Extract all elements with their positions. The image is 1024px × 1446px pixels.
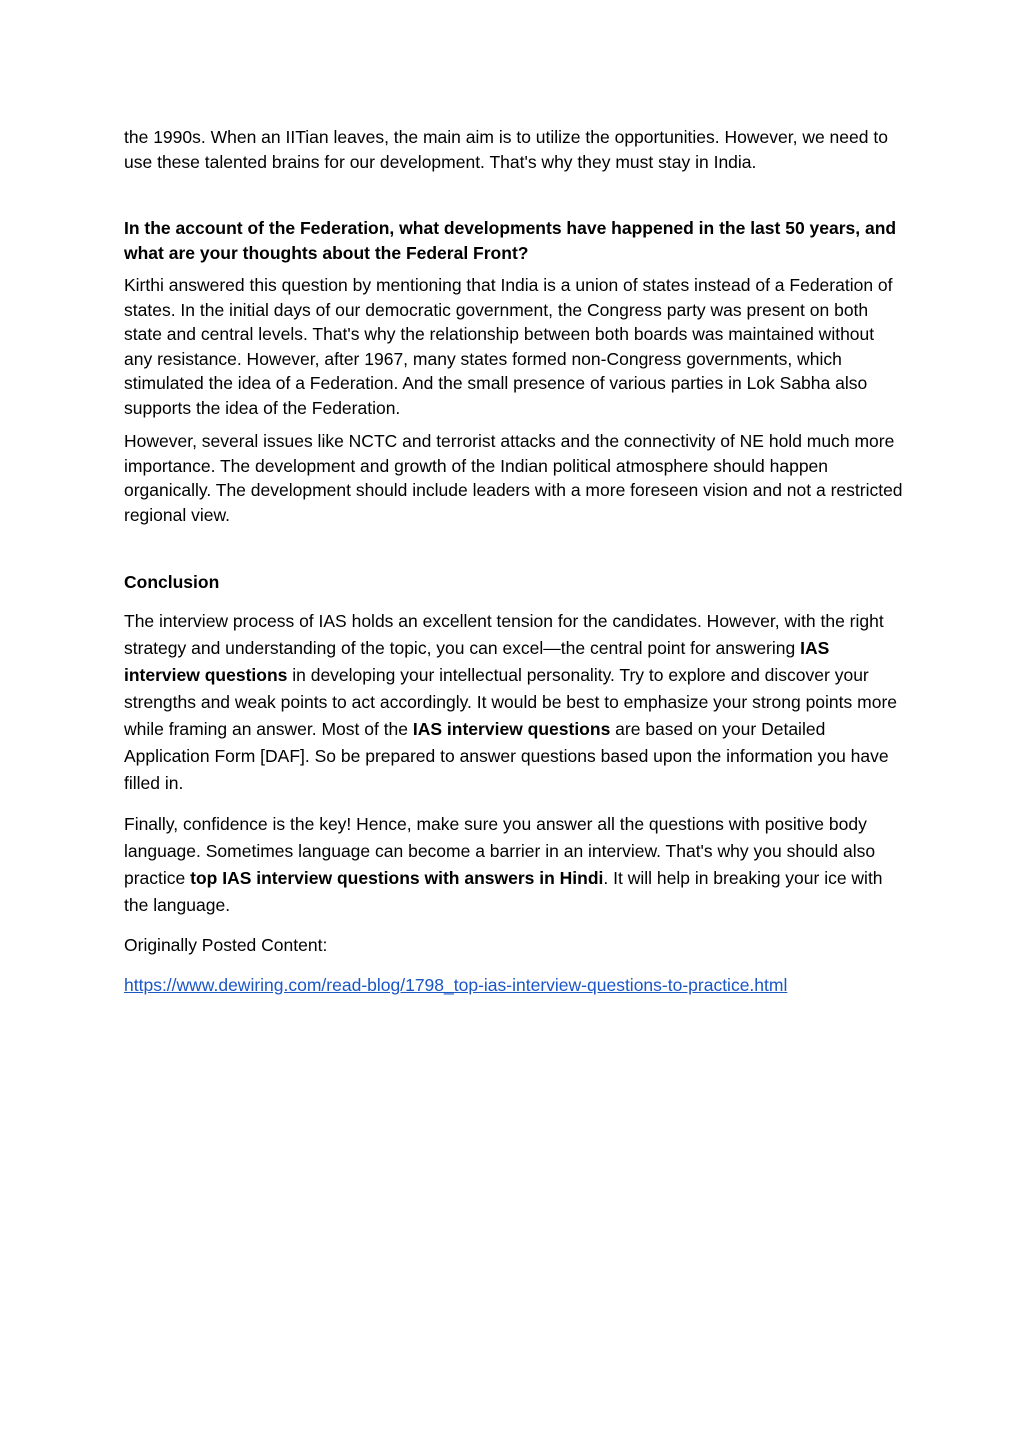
conclusion-heading: Conclusion	[124, 572, 220, 592]
conclusion-p1-text-1: The interview process of IAS holds an excellent tension for the candidates. However, with the right strategy and understanding of the topic, you can excel—the central point for answering	[124, 611, 884, 658]
conclusion-p1-keyword-2: IAS interview questions	[412, 719, 611, 739]
source-label: Originally Posted Content:	[124, 935, 328, 955]
conclusion-p1-keyword-1: IAS interview questions	[124, 638, 830, 685]
federation-answer-paragraph-1: Kirthi answered this question by mentioning that India is a union of states instead of a Federation of states. In the initial days of our democratic government, the Congress party was present on both state and central levels. That's why the relationship between both boards was maintained without any resistance. However, after 1967, many states formed non-Congress governments, which stimulated the idea of a Federation. And the small presence of various parties in Lok Sabha also supports the idea of the Federation.	[124, 275, 893, 418]
federation-answer-paragraph-2: However, several issues like NCTC and terrorist attacks and the connectivity of NE hold much more importance. The development and growth of the Indian political atmosphere should happen organically. The development should include leaders with a more foreseen vision and not a restricted regional view.	[124, 431, 903, 525]
conclusion-p1-text-3: are based on your Detailed Application Form [DAF]. So be prepared to answer questions based upon the information you have filled in.	[124, 719, 889, 793]
conclusion-p2-text-2: . It will help in breaking your ice with the language.	[124, 868, 883, 915]
conclusion-paragraph-2	[124, 811, 904, 919]
conclusion-paragraph-1	[124, 608, 904, 797]
conclusion-p2-text-1: Finally, confidence is the key! Hence, make sure you answer all the questions with positive body language. Sometimes language can become a barrier in an interview. That's why you should also practice	[124, 814, 876, 888]
intro-paragraph: the 1990s. When an IITian leaves, the main aim is to utilize the opportunities. However, we need to use these talented brains for our development. That's why they must stay in India.	[124, 127, 888, 172]
conclusion-p2-keyword: top IAS interview questions with answers in Hindi	[190, 868, 604, 888]
conclusion-p1-text-2: in developing your intellectual personality. Try to explore and discover your strengths and weak points to act accordingly. It would be best to emphasize your strong points more while framing an answer. Most of the	[124, 665, 898, 739]
source-link-container	[124, 973, 904, 998]
federation-question-heading: In the account of the Federation, what developments have happened in the last 50 years, and what are your thoughts about the Federal Front?	[124, 218, 897, 263]
source-link[interactable]: https://www.dewiring.com/read-blog/1798_top-ias-interview-questions-to-practice.html	[124, 975, 788, 995]
